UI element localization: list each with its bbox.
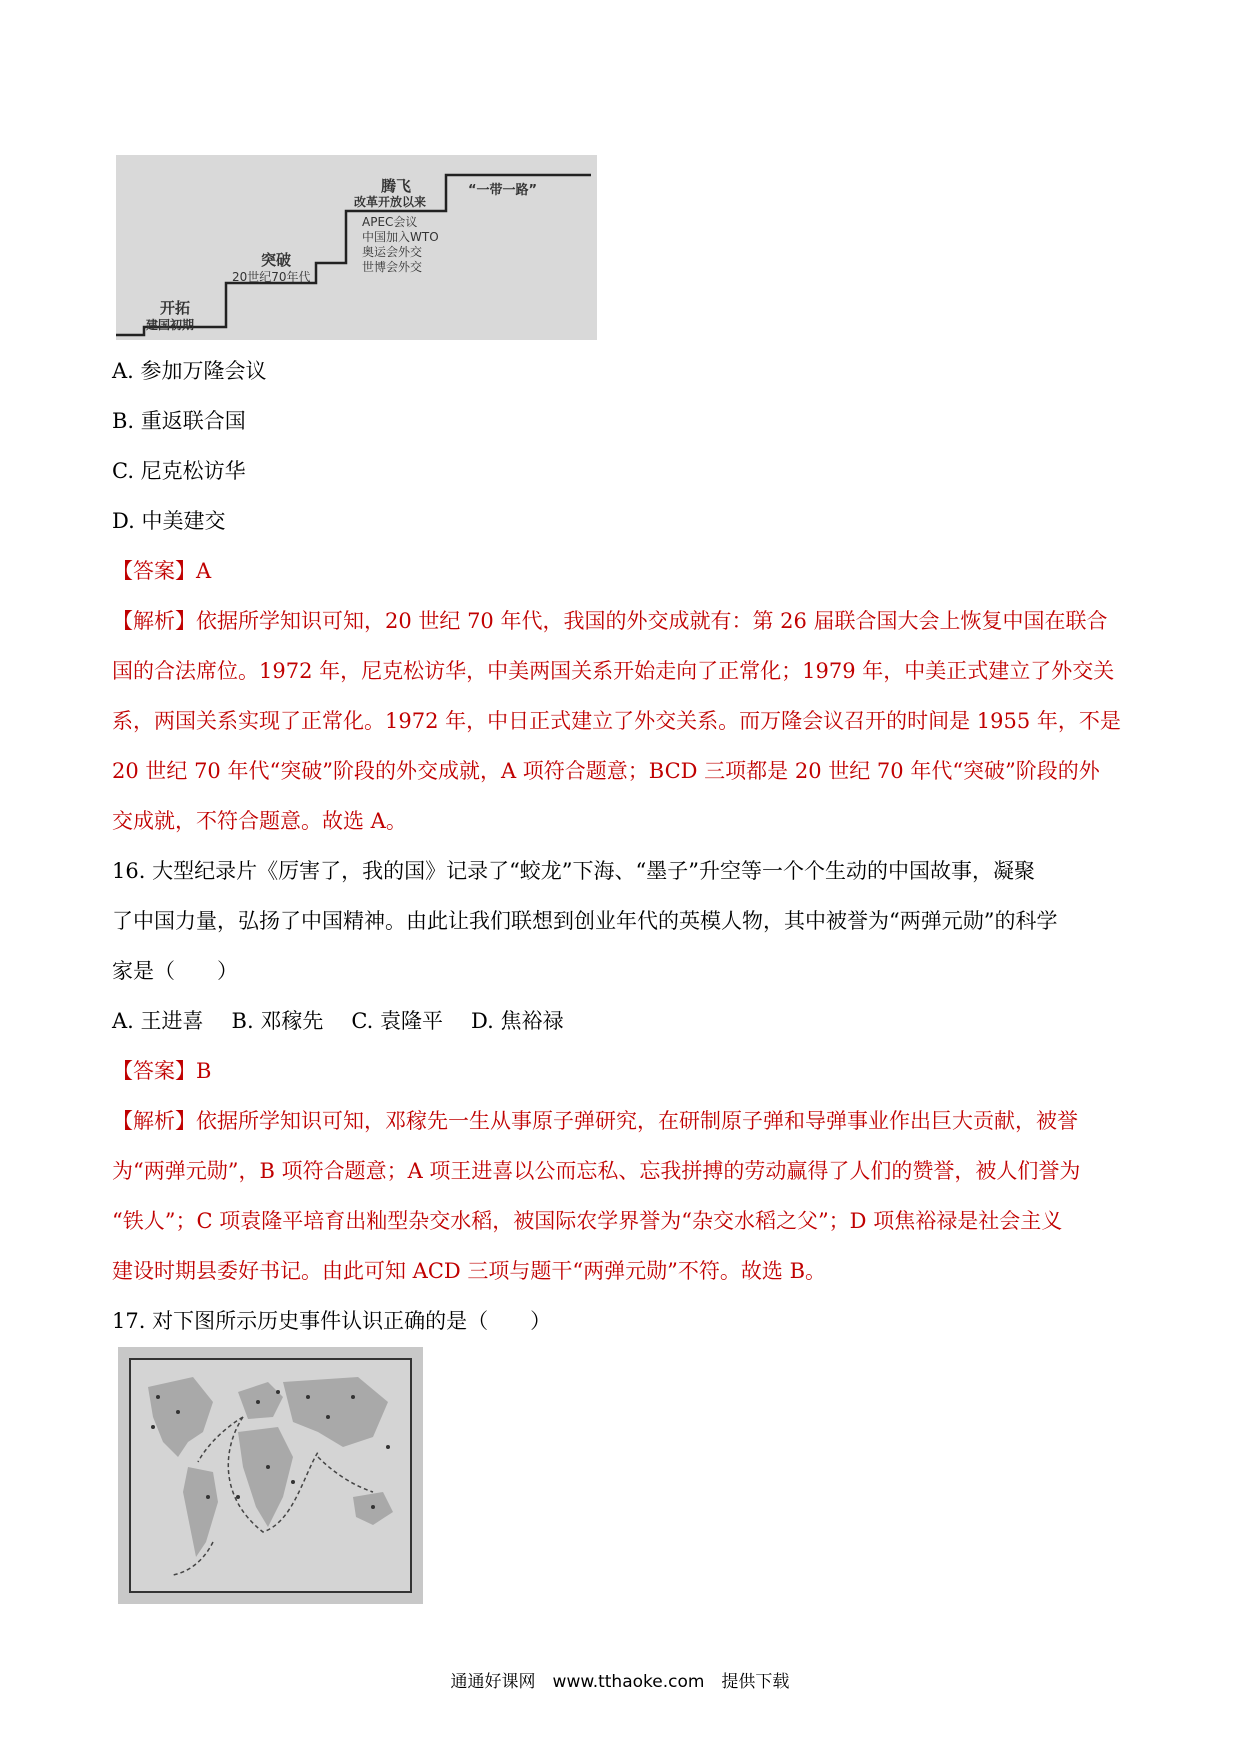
answer-value: A [196, 559, 212, 583]
q15-answer [112, 556, 211, 586]
step2-sub: 20世纪70年代 [232, 270, 311, 284]
step1-title: 开拓 [160, 299, 191, 317]
world-map-figure [118, 1347, 423, 1604]
step3-item: 世博会外交 [362, 260, 423, 274]
analysis-tag: 【解析】 [112, 609, 196, 633]
q16-option-c: C. 袁隆平 [351, 1009, 443, 1033]
q16-analysis-line: “铁人”；C 项袁隆平培育出籼型杂交水稻，被国际农学界誉为“杂交水稻之父”；D 项焦裕禄是社会主义 [112, 1209, 1063, 1233]
step3-title: 腾飞 [381, 177, 412, 195]
top-step-label: “一带一路” [468, 183, 538, 198]
analysis-text: 依据所学知识可知，邓稼先一生从事原子弹研究，在研制原子弹和导弹事业作出巨大贡献，被誉 [196, 1109, 1078, 1133]
step3-items [362, 215, 439, 275]
q15-analysis-line: 20 世纪 70 年代“突破”阶段的外交成就，A 项符合题意；BCD 三项都是 20 世纪 70 年代“突破”阶段的外 [112, 759, 1100, 783]
answer-tag: 【答案】 [112, 559, 196, 583]
q16-stem-line: 家是（ ） [112, 959, 238, 983]
q16-option-d: D. 焦裕禄 [471, 1009, 564, 1033]
q16-options [112, 1006, 591, 1036]
q15-option-a: A. 参加万隆会议 [112, 359, 267, 383]
q16-stem-line: 了中国力量，弘扬了中国精神。由此让我们联想到创业年代的英模人物，其中被誉为“两弹元勋”的科学 [112, 909, 1058, 933]
q16-analysis-line: 为“两弹元勋”，B 项符合题意；A 项王进喜以公而忘私、忘我拼搏的劳动赢得了人们的赞誉，被人们誉为 [112, 1159, 1081, 1183]
step3-sub: 改革开放以来 [354, 195, 427, 209]
diplomacy-staircase-figure [116, 155, 597, 340]
q16-stem-line: 16. 大型纪录片《厉害了，我的国》记录了“蛟龙”下海、“墨子”升空等一个个生动的中国故事，凝聚 [112, 859, 1036, 883]
answer-tag: 【答案】 [112, 1059, 196, 1083]
step3-item: 奥运会外交 [362, 245, 423, 259]
step3-item: APEC会议 [362, 215, 418, 229]
q15-analysis-line: 系，两国关系实现了正常化。1972 年，中日正式建立了外交关系。而万隆会议召开的时间是 1955 年，不是 [112, 709, 1121, 733]
page-footer: 通通好课网 www.tthaoke.com 提供下载 [450, 1672, 790, 1692]
q16-analysis-line: 建设时期县委好书记。由此可知 ACD 三项与题干“两弹元勋”不符。故选 B。 [112, 1259, 826, 1283]
q16-option-a: A. 王进喜 [112, 1009, 204, 1033]
step3-item: 中国加入WTO [362, 230, 439, 244]
q16-answer [112, 1056, 211, 1086]
q17-stem: 17. 对下图所示历史事件认识正确的是（ ） [112, 1309, 552, 1333]
analysis-text: 依据所学知识可知，20 世纪 70 年代，我国的外交成就有：第 26 届联合国大会上恢复中国在联合 [196, 609, 1108, 633]
q15-option-d: D. 中美建交 [112, 509, 226, 533]
analysis-tag: 【解析】 [112, 1109, 196, 1133]
q16-option-b: B. 邓稼先 [231, 1009, 324, 1033]
q15-analysis-line: 国的合法席位。1972 年，尼克松访华，中美两国关系开始走向了正常化；1979 年，中美正式建立了外交关 [112, 659, 1115, 683]
q15-option-b: B. 重返联合国 [112, 409, 246, 433]
step2-title: 突破 [261, 251, 292, 269]
world-map-drawing [118, 1347, 423, 1604]
step1-sub: 建国初期 [146, 318, 195, 332]
q15-option-c: C. 尼克松访华 [112, 459, 246, 483]
q15-analysis-line [112, 606, 1108, 636]
q16-analysis-line [112, 1106, 1078, 1136]
q15-analysis-line: 交成就，不符合题意。故选 A。 [112, 809, 407, 833]
answer-value: B [196, 1059, 212, 1083]
